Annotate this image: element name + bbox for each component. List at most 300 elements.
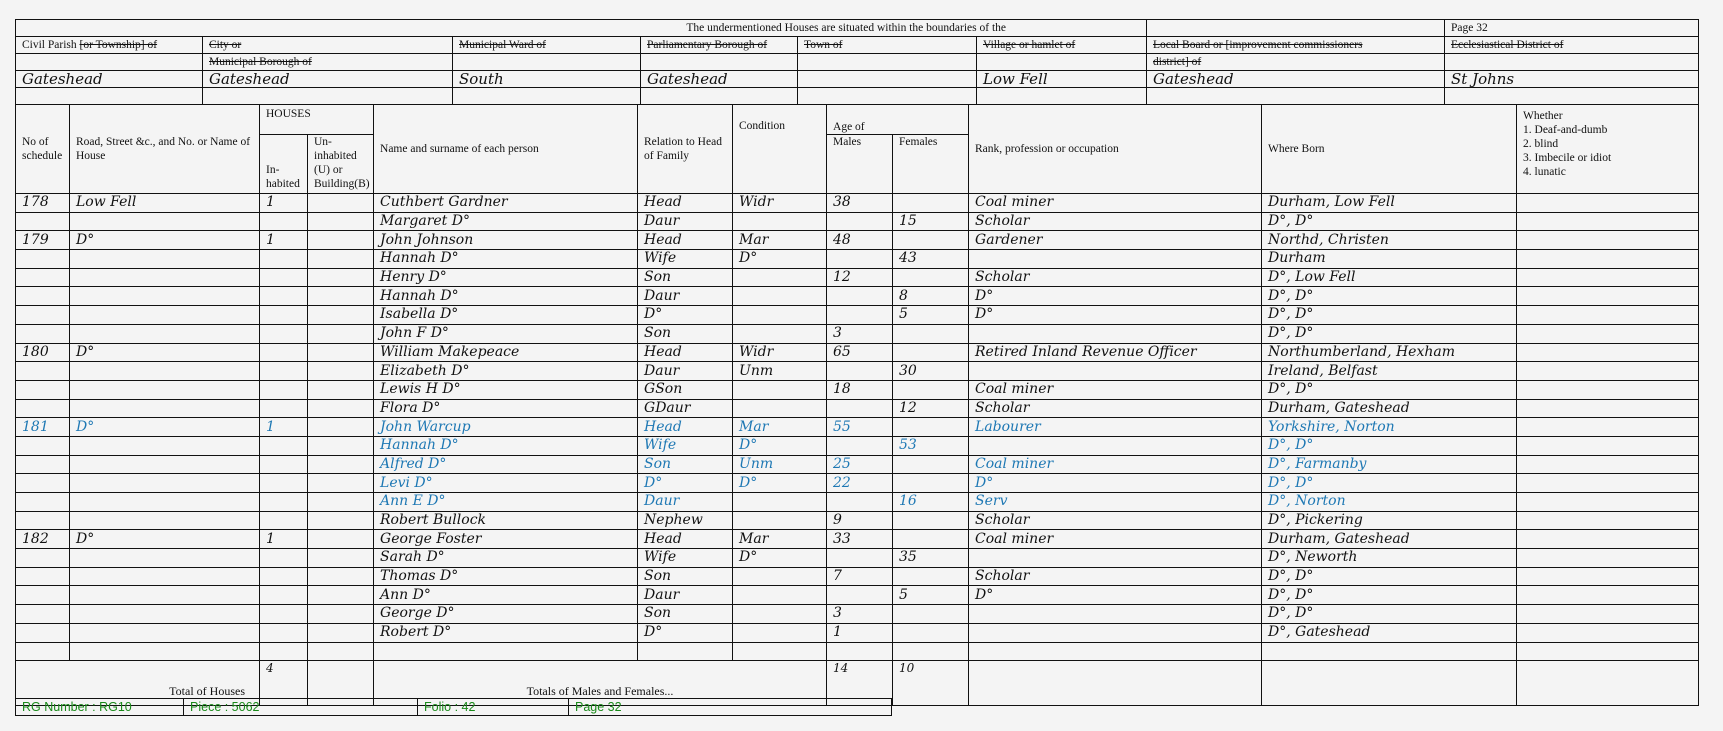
cell-m (827, 586, 893, 605)
village-value: Low Fell (977, 71, 1147, 88)
cell-m: 9 (827, 511, 893, 530)
cell-occ: D° (969, 306, 1262, 325)
total-females: 10 (893, 661, 969, 706)
folio-number: Folio : 42 (418, 699, 569, 716)
cell-road (70, 642, 260, 661)
cell-name: Elizabeth D° (374, 362, 638, 381)
cell-inh (260, 511, 308, 530)
cell-sched (16, 623, 70, 642)
cell-cond (733, 399, 827, 418)
cell-empty (1517, 436, 1699, 455)
cell-sched: 178 (16, 194, 70, 213)
cell-cond (733, 212, 827, 231)
cell-m: 25 (827, 455, 893, 474)
cell-f (893, 474, 969, 493)
cell-cond: Unm (733, 455, 827, 474)
table-row (16, 549, 1699, 568)
cell-m (827, 436, 893, 455)
cell-rel: Son (638, 567, 733, 586)
cell-rel: Daur (638, 287, 733, 306)
cell-m: 1 (827, 623, 893, 642)
cell-road (70, 324, 260, 343)
cell-rel: Head (638, 231, 733, 250)
cell-sched: 180 (16, 343, 70, 362)
col-name: Name and surname of each person (374, 105, 638, 194)
local-board-label-2: district] of (1147, 54, 1445, 71)
cell-road (70, 605, 260, 624)
cell-empty (1517, 306, 1699, 325)
page-label: Page 32 (1445, 20, 1699, 37)
cell-m (827, 493, 893, 512)
cell-rel: Head (638, 343, 733, 362)
cell-cond: Widr (733, 194, 827, 213)
cell-occ: D° (969, 287, 1262, 306)
cell-sched (16, 586, 70, 605)
census-table (15, 104, 1699, 706)
cell-f (893, 455, 969, 474)
cell-cond: Mar (733, 418, 827, 437)
cell-occ: Scholar (969, 268, 1262, 287)
cell-empty (1517, 605, 1699, 624)
cell-empty (308, 343, 374, 362)
cell-m (827, 287, 893, 306)
cell-empty (308, 623, 374, 642)
cell-m (827, 642, 893, 661)
cell-road (70, 474, 260, 493)
cell-m (827, 549, 893, 568)
cell-sched (16, 493, 70, 512)
civil-parish-label: Civil Parish [or Township] of (16, 37, 203, 54)
cell-occ (969, 549, 1262, 568)
cell-cond (733, 306, 827, 325)
table-row (16, 530, 1699, 549)
cell-cond: D° (733, 250, 827, 269)
cell-inh (260, 493, 308, 512)
cell-born: Durham, Gateshead (1262, 399, 1517, 418)
cell-cond (733, 268, 827, 287)
cell-name: Ann D° (374, 586, 638, 605)
cell-born: D°, D° (1262, 287, 1517, 306)
cell-road (70, 362, 260, 381)
cell-inh: 1 (260, 231, 308, 250)
cell-road: D° (70, 231, 260, 250)
cell-name: William Makepeace (374, 343, 638, 362)
table-row (16, 586, 1699, 605)
cell-born: Ireland, Belfast (1262, 362, 1517, 381)
cell-rel: Head (638, 194, 733, 213)
cell-born: D°, D° (1262, 380, 1517, 399)
cell-occ: Gardener (969, 231, 1262, 250)
cell-cond: Mar (733, 530, 827, 549)
cell-inh (260, 324, 308, 343)
col-occupation: Rank, profession or occupation (969, 105, 1262, 194)
table-row (16, 380, 1699, 399)
cell-occ: Labourer (969, 418, 1262, 437)
cell-rel: GSon (638, 380, 733, 399)
cell-born: Northumberland, Hexham (1262, 343, 1517, 362)
table-row (16, 511, 1699, 530)
col-road: Road, Street &c., and No. or Name of House (70, 105, 260, 194)
cell-name: Flora D° (374, 399, 638, 418)
cell-empty (1517, 418, 1699, 437)
cell-inh (260, 567, 308, 586)
cell-sched (16, 455, 70, 474)
cell-cond (733, 287, 827, 306)
cell-road (70, 250, 260, 269)
cell-rel: D° (638, 474, 733, 493)
cell-f (893, 194, 969, 213)
cell-empty (308, 567, 374, 586)
cell-empty (1517, 231, 1699, 250)
cell-name: Alfred D° (374, 455, 638, 474)
cell-f (893, 231, 969, 250)
cell-f (893, 530, 969, 549)
cell-f (893, 567, 969, 586)
cell-born: D°, D° (1262, 605, 1517, 624)
cell-empty (308, 586, 374, 605)
cell-occ: Coal miner (969, 530, 1262, 549)
town-value (798, 71, 977, 88)
cell-road (70, 549, 260, 568)
cell-occ (969, 324, 1262, 343)
table-row (16, 436, 1699, 455)
cell-born: Durham, Gateshead (1262, 530, 1517, 549)
cell-rel: Daur (638, 586, 733, 605)
cell-cond (733, 493, 827, 512)
cell-name: Isabella D° (374, 306, 638, 325)
cell-empty (1517, 642, 1699, 661)
col-males: Males (827, 135, 893, 194)
cell-f (893, 623, 969, 642)
village-label: Village or hamlet of (977, 37, 1147, 54)
ward-value: South (453, 71, 641, 88)
cell-inh (260, 399, 308, 418)
cell-m: 18 (827, 380, 893, 399)
cell-name: John Warcup (374, 418, 638, 437)
cell-empty (308, 436, 374, 455)
cell-occ: Serv (969, 493, 1262, 512)
cell-f: 8 (893, 287, 969, 306)
cell-name: Henry D° (374, 268, 638, 287)
cell-cond: D° (733, 474, 827, 493)
cell-inh (260, 623, 308, 642)
cell-occ: Coal miner (969, 455, 1262, 474)
cell-empty (1517, 474, 1699, 493)
table-row (16, 642, 1699, 661)
total-houses-label: Total of Houses (16, 661, 260, 706)
cell-inh (260, 586, 308, 605)
cell-sched (16, 511, 70, 530)
cell-empty (1517, 194, 1699, 213)
cell-occ: D° (969, 474, 1262, 493)
cell-m (827, 250, 893, 269)
cell-empty (1517, 362, 1699, 381)
col-age-of: Age of (827, 105, 969, 135)
cell-empty (1517, 212, 1699, 231)
cell-cond (733, 586, 827, 605)
cell-cond: Widr (733, 343, 827, 362)
municipal-borough-label: Municipal Borough of (203, 54, 453, 71)
cell-sched (16, 605, 70, 624)
cell-name: Hannah D° (374, 287, 638, 306)
cell-m (827, 212, 893, 231)
cell-born: D°, D° (1262, 567, 1517, 586)
cell-road (70, 380, 260, 399)
cell-rel: Head (638, 418, 733, 437)
cell-occ (969, 362, 1262, 381)
cell-sched (16, 362, 70, 381)
cell-f (893, 418, 969, 437)
cell-sched (16, 436, 70, 455)
cell-cond (733, 324, 827, 343)
cell-empty (1517, 287, 1699, 306)
cell-inh (260, 549, 308, 568)
cell-sched (16, 474, 70, 493)
cell-f: 30 (893, 362, 969, 381)
col-schedule: No of schedule (16, 105, 70, 194)
cell-cond (733, 511, 827, 530)
cell-name (374, 642, 638, 661)
cell-m: 33 (827, 530, 893, 549)
local-board-label: Local Board or [improvement commissioners (1147, 37, 1445, 54)
cell-empty (308, 642, 374, 661)
cell-born: D°, D° (1262, 212, 1517, 231)
cell-sched (16, 567, 70, 586)
cell-name: Cuthbert Gardner (374, 194, 638, 213)
cell-rel: Wife (638, 549, 733, 568)
cell-m: 22 (827, 474, 893, 493)
cell-m: 38 (827, 194, 893, 213)
cell-empty (1517, 511, 1699, 530)
cell-rel: GDaur (638, 399, 733, 418)
cell-sched (16, 268, 70, 287)
cell-empty (1517, 567, 1699, 586)
cell-inh (260, 642, 308, 661)
cell-occ: Coal miner (969, 194, 1262, 213)
cell-f: 16 (893, 493, 969, 512)
census-sheet (15, 19, 1699, 706)
cell-empty (308, 287, 374, 306)
table-row (16, 418, 1699, 437)
cell-empty (308, 324, 374, 343)
table-row (16, 474, 1699, 493)
cell-sched (16, 549, 70, 568)
cell-road (70, 511, 260, 530)
cell-born: Northd, Christen (1262, 231, 1517, 250)
table-row (16, 362, 1699, 381)
cell-name: Robert D° (374, 623, 638, 642)
cell-inh (260, 212, 308, 231)
table-row (16, 343, 1699, 362)
ward-label: Municipal Ward of (453, 37, 641, 54)
cell-road (70, 567, 260, 586)
cell-empty (1517, 493, 1699, 512)
cell-rel: Son (638, 324, 733, 343)
cell-rel: Wife (638, 250, 733, 269)
parliamentary-label: Parliamentary Borough of (641, 37, 798, 54)
cell-cond (733, 567, 827, 586)
cell-inh (260, 306, 308, 325)
city-value: Gateshead (203, 71, 453, 88)
cell-road (70, 212, 260, 231)
cell-empty (1517, 623, 1699, 642)
table-row (16, 212, 1699, 231)
cell-empty (1517, 268, 1699, 287)
cell-sched (16, 250, 70, 269)
cell-name: Thomas D° (374, 567, 638, 586)
cell-f: 15 (893, 212, 969, 231)
cell-rel: Daur (638, 493, 733, 512)
col-born: Where Born (1262, 105, 1517, 194)
cell-rel: Nephew (638, 511, 733, 530)
cell-rel: Wife (638, 436, 733, 455)
cell-road (70, 268, 260, 287)
cell-empty (308, 418, 374, 437)
cell-rel: D° (638, 623, 733, 642)
cell-inh (260, 343, 308, 362)
table-row (16, 268, 1699, 287)
cell-cond (733, 623, 827, 642)
cell-m: 3 (827, 605, 893, 624)
cell-empty (308, 493, 374, 512)
cell-f (893, 343, 969, 362)
table-row (16, 455, 1699, 474)
col-whether: Whether 1. Deaf-and-dumb 2. blind 3. Imbecile or idiot 4. lunatic (1517, 105, 1699, 194)
cell-f (893, 380, 969, 399)
ecclesiastical-value: St Johns (1445, 71, 1699, 88)
cell-occ (969, 605, 1262, 624)
cell-empty (308, 268, 374, 287)
cell-inh (260, 287, 308, 306)
piece-number: Piece : 5062 (184, 699, 418, 716)
cell-occ (969, 623, 1262, 642)
cell-f: 35 (893, 549, 969, 568)
cell-name: George D° (374, 605, 638, 624)
cell-sched: 181 (16, 418, 70, 437)
civil-parish-value: Gateshead (16, 71, 203, 88)
cell-occ (969, 436, 1262, 455)
cell-empty (308, 250, 374, 269)
cell-road (70, 586, 260, 605)
cell-empty (1517, 455, 1699, 474)
cell-rel: Son (638, 605, 733, 624)
cell-empty (1517, 399, 1699, 418)
cell-m (827, 306, 893, 325)
ecclesiastical-label: Ecclesiastical District of (1445, 37, 1699, 54)
cell-cond: Mar (733, 231, 827, 250)
cell-cond (733, 380, 827, 399)
cell-name: Robert Bullock (374, 511, 638, 530)
table-row (16, 567, 1699, 586)
cell-occ: Scholar (969, 511, 1262, 530)
cell-inh (260, 474, 308, 493)
cell-empty (308, 362, 374, 381)
cell-cond: D° (733, 436, 827, 455)
cell-sched (16, 642, 70, 661)
local-board-value: Gateshead (1147, 71, 1445, 88)
cell-inh: 1 (260, 194, 308, 213)
cell-inh: 1 (260, 418, 308, 437)
city-label: City or (203, 37, 453, 54)
cell-name: Hannah D° (374, 436, 638, 455)
cell-f (893, 511, 969, 530)
page-number: Page 32 (569, 699, 892, 716)
table-row (16, 493, 1699, 512)
cell-sched (16, 324, 70, 343)
table-row (16, 287, 1699, 306)
cell-sched (16, 306, 70, 325)
cell-f: 43 (893, 250, 969, 269)
town-label: Town of (798, 37, 977, 54)
cell-cond: Unm (733, 362, 827, 381)
cell-rel: Daur (638, 362, 733, 381)
total-males: 14 (827, 661, 893, 706)
cell-occ: Retired Inland Revenue Officer (969, 343, 1262, 362)
cell-empty (308, 194, 374, 213)
cell-rel: Son (638, 268, 733, 287)
cell-road (70, 623, 260, 642)
cell-road (70, 436, 260, 455)
cell-occ: D° (969, 586, 1262, 605)
col-relation: Relation to Head of Family (638, 105, 733, 194)
cell-sched: 179 (16, 231, 70, 250)
cell-sched (16, 212, 70, 231)
cell-born: D°, Gateshead (1262, 623, 1517, 642)
col-houses: HOUSES (260, 105, 374, 135)
cell-occ: Scholar (969, 567, 1262, 586)
cell-born: D°, Neworth (1262, 549, 1517, 568)
cell-m: 3 (827, 324, 893, 343)
cell-sched (16, 380, 70, 399)
cell-empty (1517, 380, 1699, 399)
cell-f (893, 268, 969, 287)
table-row (16, 399, 1699, 418)
cell-road: D° (70, 418, 260, 437)
cell-rel: D° (638, 306, 733, 325)
cell-f (893, 642, 969, 661)
total-persons-label: Totals of Males and Females... (374, 661, 827, 706)
cell-sched (16, 287, 70, 306)
cell-occ: Scholar (969, 212, 1262, 231)
cell-occ: Coal miner (969, 380, 1262, 399)
cell-rel: Head (638, 530, 733, 549)
table-row (16, 250, 1699, 269)
cell-inh (260, 605, 308, 624)
cell-empty (1517, 549, 1699, 568)
cell-m: 65 (827, 343, 893, 362)
col-females: Females (893, 135, 969, 194)
cell-m: 7 (827, 567, 893, 586)
col-condition: Condition (733, 105, 827, 194)
cell-empty (308, 549, 374, 568)
col-uninhabited: Un-inhabited (U) or Building(B) (308, 135, 374, 194)
cell-inh (260, 362, 308, 381)
cell-empty (1517, 530, 1699, 549)
cell-empty (308, 511, 374, 530)
cell-born: D°, D° (1262, 586, 1517, 605)
cell-occ (969, 642, 1262, 661)
cell-name: Margaret D° (374, 212, 638, 231)
cell-empty (308, 231, 374, 250)
cell-name: John F D° (374, 324, 638, 343)
cell-born: D°, D° (1262, 306, 1517, 325)
table-row (16, 623, 1699, 642)
cell-road (70, 455, 260, 474)
cell-name: Sarah D° (374, 549, 638, 568)
cell-inh (260, 268, 308, 287)
cell-cond (733, 605, 827, 624)
cell-empty (1517, 324, 1699, 343)
